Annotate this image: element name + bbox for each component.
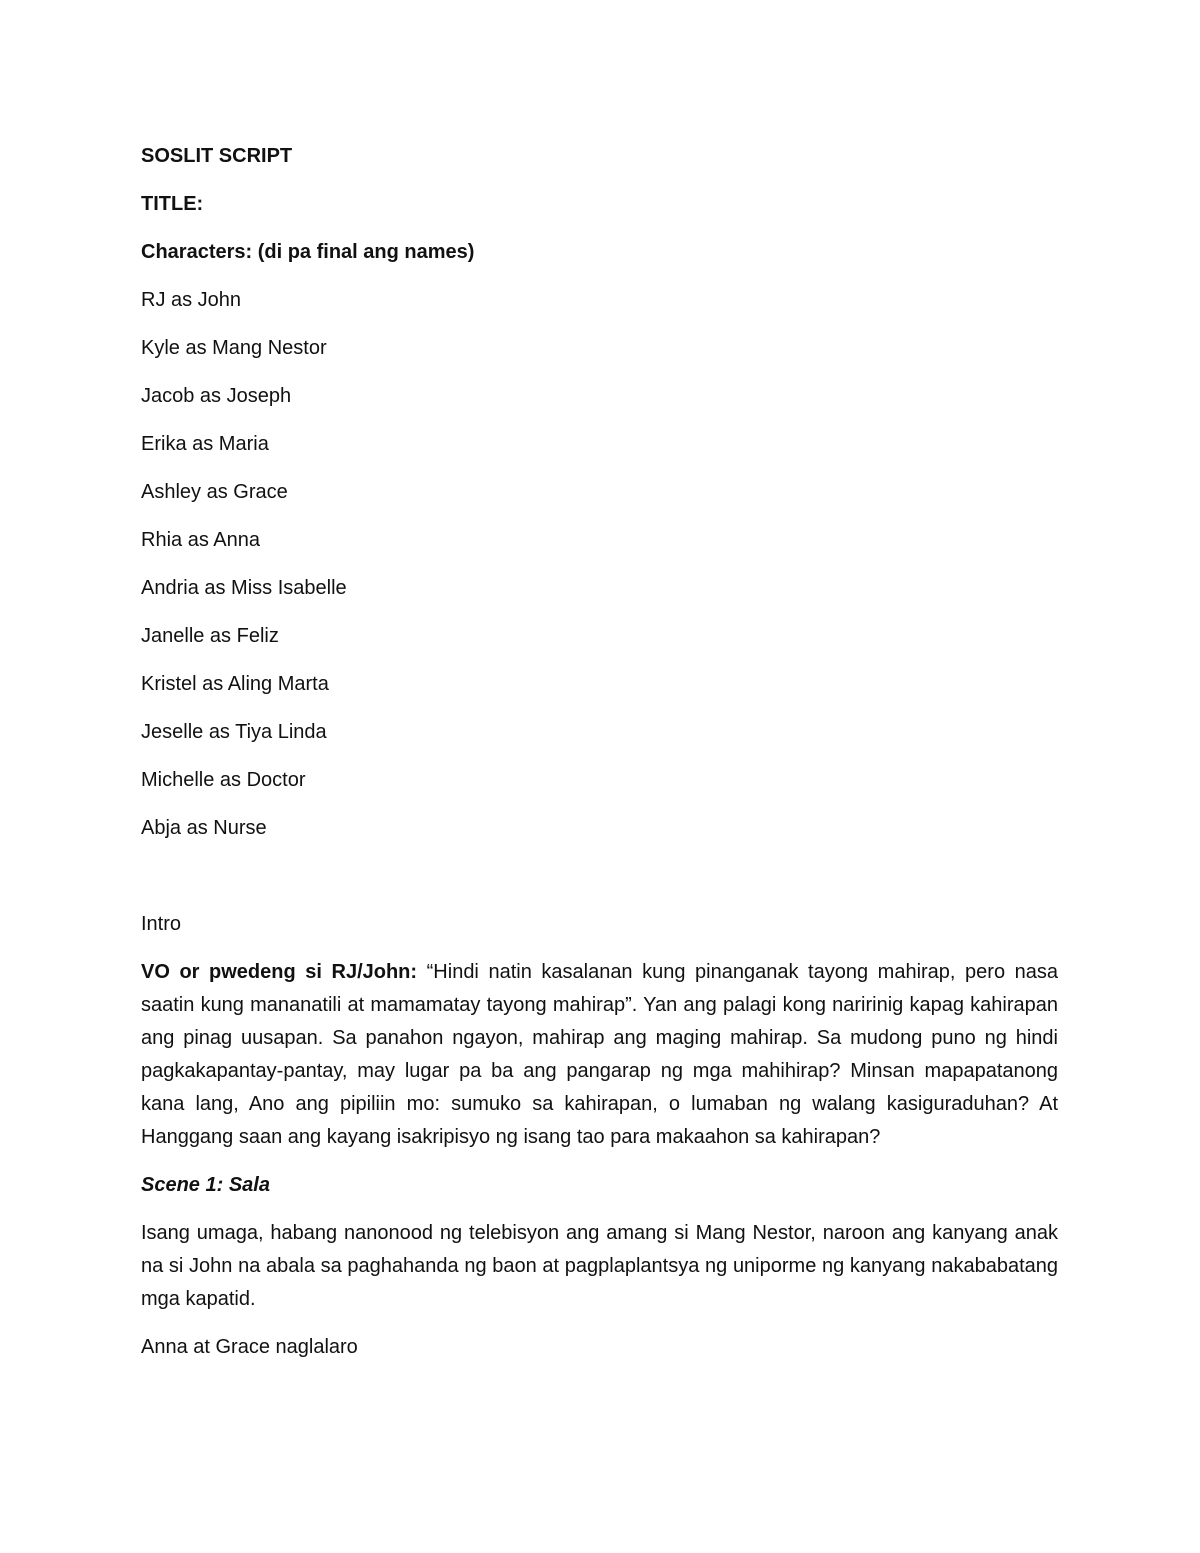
cast-item: Ashley as Grace [141,481,288,503]
cast-item: Erika as Maria [141,433,269,455]
cast-item: Janelle as Feliz [141,625,279,647]
cast-item: Jacob as Joseph [141,385,292,407]
cast-item: Kyle as Mang Nestor [141,337,327,359]
cast-item: Jeselle as Tiya Linda [141,721,327,743]
scene-1-heading: Scene 1: Sala [141,1174,270,1196]
cast-item: RJ as John [141,289,242,311]
intro-label: Intro [141,913,182,935]
cast-list [141,284,1058,845]
document-body [141,140,1058,1379]
cast-item: Rhia as Anna [141,529,260,551]
title-label: TITLE: [141,193,204,215]
scene-1-description: Isang umaga, habang nanonood ng telebisyon ang amang si Mang Nestor, naroon ang kanyang anak na si John na abala sa paghahanda ng baon at pagplaplantsya ng uniporme ng kanyang nakababatang mga kapatid. [141,1222,1058,1310]
cast-item: Andria as Miss Isabelle [141,577,347,599]
voice-over-text: “Hindi natin kasalanan kung pinanganak tayong mahirap, pero nasa saatin kung mananatili at mamamatay tayong mahirap”. Yan ang palagi kong naririnig kapag kahirapan ang pinag uusapan. Sa panahon ngayon, mahirap ang maging mahirap. Sa mudong puno ng hindi pagkakapantay-pantay, may lugar pa ba ang pangarap ng mga mahihirap? Minsan mapapatanong kana lang, Ano ang pipiliin mo: sumuko sa kahirapan, o lumaban ng walang kasiguraduhan? At Hanggang saan ang kayang isakripisyo ng isang tao para makaahon sa kahirapan? [141,961,1059,1148]
characters-label: Characters: (di pa final ang names) [141,241,475,263]
cast-item: Kristel as Aling Marta [141,673,329,695]
cast-item: Michelle as Doctor [141,769,306,791]
voice-over-speaker: VO or pwedeng si RJ/John: [141,961,418,983]
scene-1-action: Anna at Grace naglalaro [141,1336,358,1358]
blank-line [141,860,1058,908]
cast-item: Abja as Nurse [141,817,267,839]
document-heading: SOSLIT SCRIPT [141,145,293,167]
voice-over-paragraph [141,956,1058,1154]
